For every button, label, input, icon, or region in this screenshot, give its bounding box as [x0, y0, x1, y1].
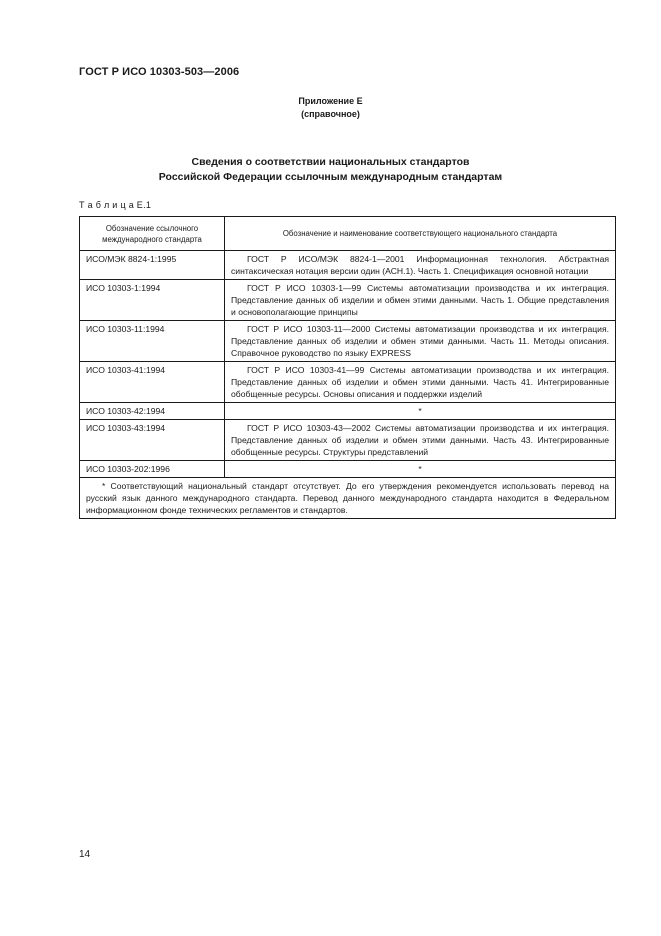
table-footnote: * Соответствующий национальный стандарт отсутствует. До его утверждения рекомендуется использовать перевод на русский язык данного международного стандарта. Перевод данного международного стандарта находится в Федеральном информационном фонде технических регламентов и стандартов.: [80, 478, 616, 519]
standards-correspondence-table: [79, 216, 616, 519]
reference-code-cell: ИСО 10303-1:1994: [80, 280, 225, 321]
section-title: [0, 155, 661, 185]
table-row: [80, 251, 616, 280]
national-standard-cell: ГОСТ Р ИСО 10303-43—2002 Системы автоматизации производства и их интеграция. Представление данных об изделии и обмен этими данными. Часть 43. Интегрированные обобщенные ресурсы. Структуры представлений: [225, 420, 616, 461]
reference-code-cell: ИСО/МЭК 8824-1:1995: [80, 251, 225, 280]
no-national-standard-marker: *: [225, 403, 616, 420]
table-caption: Т а б л и ц а Е.1: [79, 200, 152, 210]
national-standard-cell: ГОСТ Р ИСО 10303-1—99 Системы автоматизации производства и их интеграция. Представление данных об изделии и обмен этими данными. Часть 1. Общие представления и основополагающие принципы: [225, 280, 616, 321]
table-row: [80, 321, 616, 362]
table-header-row: [80, 217, 616, 251]
page-number: 14: [79, 849, 91, 860]
national-standard-cell: ГОСТ Р ИСО/МЭК 8824-1—2001 Информационная технология. Абстрактная синтаксическая нотация версии один (АСН.1). Часть 1. Спецификация основной нотации: [225, 251, 616, 280]
table-footnote-row: [80, 478, 616, 519]
national-standard-cell: ГОСТ Р ИСО 10303-41—99 Системы автоматизации производства и их интеграция. Представление данных об изделии и обмен этими данными. Часть 41. Интегрированные обобщенные ресурсы. Основы описания и поддержки изделий: [225, 362, 616, 403]
document-header-code: ГОСТ Р ИСО 10303-503—2006: [79, 66, 240, 78]
header-national-standard: Обозначение и наименование соответствующего национального стандарта: [225, 217, 616, 251]
reference-code-cell: ИСО 10303-41:1994: [80, 362, 225, 403]
table-row: [80, 362, 616, 403]
section-title-line-1: Сведения о соответствии национальных стандартов: [191, 156, 470, 168]
reference-code-cell: ИСО 10303-43:1994: [80, 420, 225, 461]
header-reference-standard: Обозначение ссылочного международного стандарта: [80, 217, 225, 251]
table-row: [80, 420, 616, 461]
appendix-heading: [0, 95, 661, 121]
no-national-standard-marker: *: [225, 461, 616, 478]
reference-code-cell: ИСО 10303-202:1996: [80, 461, 225, 478]
table-row: [80, 280, 616, 321]
national-standard-cell: ГОСТ Р ИСО 10303-11—2000 Системы автоматизации производства и их интеграция. Представление данных об изделии и обмен этими данными. Часть 11. Методы описания. Справочное руководство по языку EXPRESS: [225, 321, 616, 362]
table-row: [80, 461, 616, 478]
appendix-type: (справочное): [301, 109, 360, 119]
section-title-line-2: Российской Федерации ссылочным международным стандартам: [158, 171, 503, 183]
table-row: [80, 403, 616, 420]
reference-code-cell: ИСО 10303-42:1994: [80, 403, 225, 420]
reference-code-cell: ИСО 10303-11:1994: [80, 321, 225, 362]
appendix-title: Приложение Е: [298, 96, 363, 106]
